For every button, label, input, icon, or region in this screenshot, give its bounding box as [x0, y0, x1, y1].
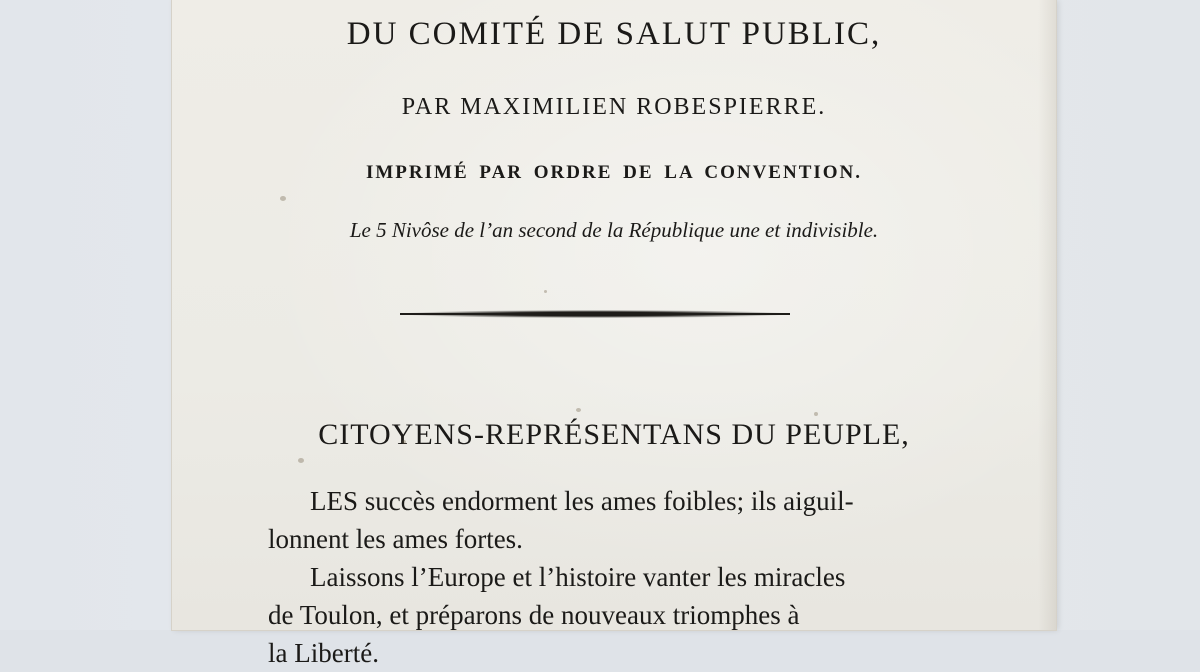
- ink-blot: [298, 458, 304, 463]
- salutation-heading: CITOYENS-REPRÉSENTANS DU PEUPLE,: [318, 418, 910, 451]
- body-line: de Toulon, et préparons de nouveaux triomphes à: [268, 600, 800, 630]
- document-title: DU COMITÉ DE SALUT PUBLIC,: [346, 16, 882, 52]
- ink-blot: [402, 440, 406, 444]
- document-page: [172, 0, 1056, 668]
- dateline: Le 5 Nivôse de l’an second de la République une et indivisible.: [349, 218, 879, 242]
- body-line: Laissons l’Europe et l’histoire vanter les miracles: [310, 562, 846, 592]
- ornamental-rule-line: [400, 313, 790, 315]
- ink-blot: [814, 412, 818, 416]
- body-line: LES succès endorment les ames foibles; ils aiguil-: [310, 486, 854, 516]
- author-byline: PAR MAXIMILIEN ROBESPIERRE.: [401, 94, 827, 120]
- imprint-line: IMPRIMÉ PAR ORDRE DE LA CONVENTION.: [365, 162, 863, 183]
- ink-blot: [544, 290, 547, 293]
- body-line: lonnent les ames fortes.: [268, 524, 523, 554]
- ink-blot: [280, 196, 286, 201]
- body-text: [268, 482, 916, 672]
- body-line: la Liberté.: [268, 638, 379, 668]
- ink-blot: [576, 408, 581, 412]
